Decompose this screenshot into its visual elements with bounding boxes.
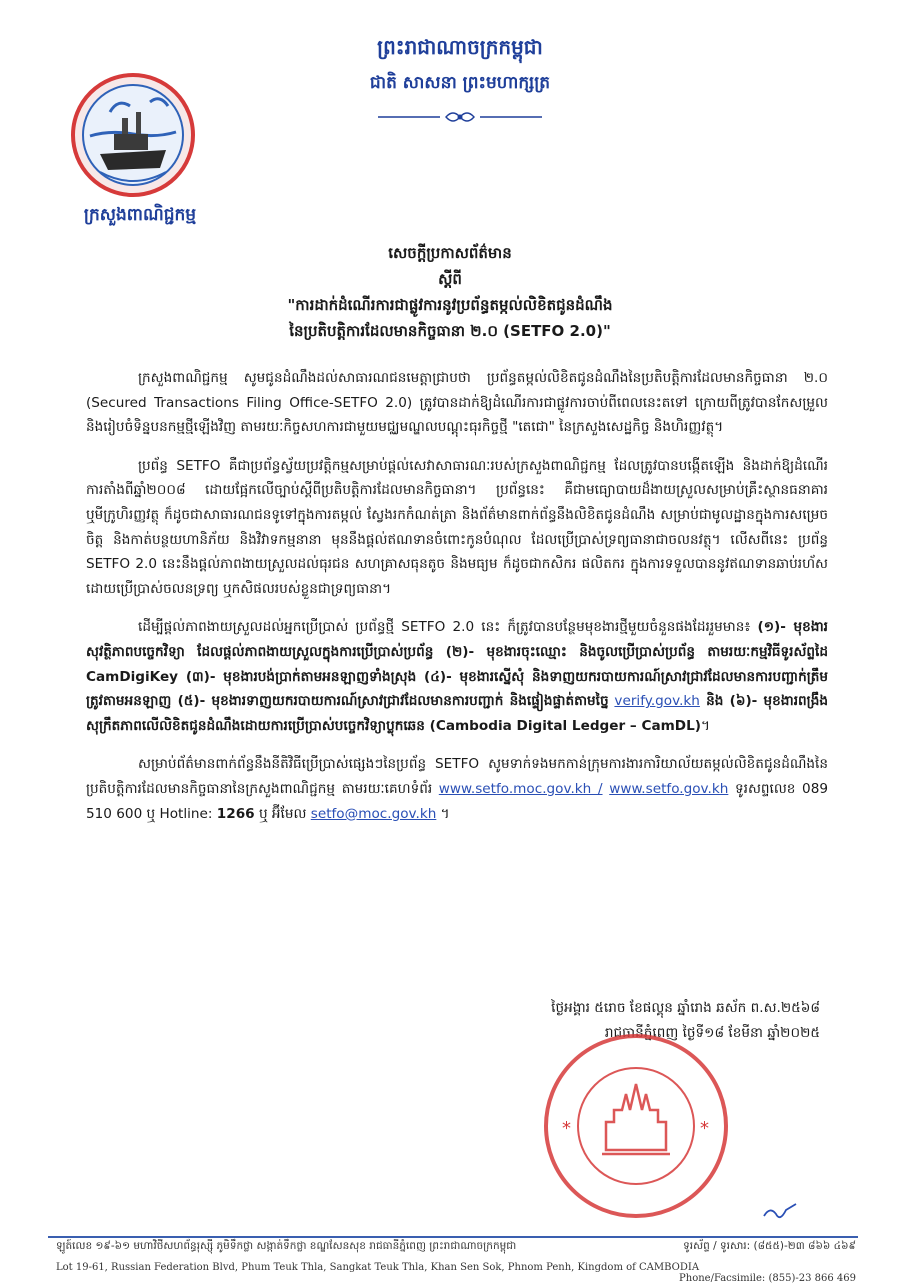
paragraph-4-end: ។ <box>436 805 450 822</box>
paragraph-4-intro: សម្រាប់ព័ត៌មានពាក់ព័ន្ធនឹងនីតិវិធីប្រើប្រាស់ផ្សេងៗនៃប្រព័ន្ធ SETFO សូមទាក់ទងមកកាន់ក្រុមការងារការិយាល័យតម្កល់លិខិតជូនដំណឹងនៃប្រតិបត្តិការដែលមានកិច្ចធានានៃក្រសួងពាណិជ្ជកម្ម តាមរយៈគេហទំព័រ <box>86 756 828 797</box>
verify-link[interactable]: verify.gov.kh <box>614 693 700 710</box>
footer-address-en: Lot 19-61, Russian Federation Blvd, Phum Teuk Thla, Sangkat Teuk Thla, Khan Sen Sok, Phnom Penh, Kingdom of CAMBODIA <box>56 1262 700 1273</box>
paragraph-2-text: ប្រព័ន្ធ SETFO គឺជាប្រព័ន្ធស្វ័យប្រវត្តិកម្មសម្រាប់ផ្តល់សេវាសាធារណៈរបស់ក្រសួងពាណិជ្ជកម្ម ដែលត្រូវបានបង្កើតឡើង និងដាក់ឱ្យដំណើរការតាំងពីឆ្នាំ២០០៨ ដោយផ្អែកលើច្បាប់ស្តីពីប្រតិបត្តិការដែលមានកិច្ចធានា។ ប្រព័ន្ធនេះ គឺជាមធ្យោបាយដ៏ងាយស្រួលសម្រាប់គ្រឹះស្ថានធនាគារ ឬមីក្រូហិរញ្ញវត្ថុ ក៏ដូចជាសាធារណជនទូទៅក្នុងការតម្កល់ ស្វែងរកកំណត់ត្រា និងព័ត៌មានពាក់ព័ន្ធនឹងលិខិតជូនដំណឹង សម្រាប់ជាមូលដ្ឋានក្នុងការសម្រេចចិត្ត និងកាត់បន្ថយហានិភ័យ និងវិវាទកម្មនានា មុននឹងផ្តល់ឥណទានចំពោះកូនបំណុល ដែលប្រើប្រាស់ទ្រព្យធានាជាចលនវត្ថុ។ លើសពីនេះ ប្រព័ន្ធ SETFO 2.0 នេះនឹងផ្តល់ភាពងាយស្រួលដល់ធុរជន សហគ្រាសធុនតូច និងមធ្យម ក៏ដូចជាកសិករ ផលិតករ ក្នុងការទទួលបាននូវឥណទានឆាប់រហ័ស ដោយប្រើប្រាស់ចលនទ្រព្យ ឬកសិផលរបស់ខ្លួនជាទ្រព្យធានា។ <box>86 457 828 597</box>
ministry-logo <box>70 72 196 198</box>
paragraph-3-end: ។ <box>700 717 710 734</box>
paragraph-2 <box>86 454 828 602</box>
svg-text:*: * <box>700 1118 709 1139</box>
paragraph-4-email-label: ឬ អ៊ីមែល <box>254 805 311 822</box>
footer-address-km: ឡូត៍លេខ ១៩-៦១ មហាវិថីសហព័ន្ធរុស្ស៊ី ភូមិទឹកថ្លា សង្កាត់ទឹកថ្លា ខណ្ឌសែនសុខ រាជធានីភ្នំពេញ ព្រះរាជាណាចក្រកម្ពុជា <box>56 1240 517 1252</box>
title-line-1: សេចក្តីប្រកាសព័ត៌មាន <box>388 244 512 262</box>
footer-phone-km: ទូរស័ព្ទ / ទូរសារ: (៨៥៥)-២៣ ៨៦៦ ៤៦៩ <box>683 1240 856 1252</box>
announcement-title <box>150 240 750 344</box>
title-line-3: "ការដាក់ដំណើរការជាផ្លូវការនូវប្រព័ន្ធតម្កល់លិខិតជូនដំណឹង <box>287 296 613 314</box>
kingdom-heading: ព្រះរាជាណាចក្រកម្ពុជា <box>377 35 543 59</box>
ministry-name: ក្រសួងពាណិជ្ជកម្ម <box>83 205 197 225</box>
paragraph-3 <box>86 615 828 738</box>
decorative-ornament <box>378 108 542 126</box>
setfo-gov-link[interactable]: www.setfo.gov.kh <box>609 780 729 797</box>
svg-text:*: * <box>562 1118 571 1139</box>
hotline-number: 1266 <box>216 805 255 822</box>
footer-khmer <box>56 1240 856 1255</box>
official-seal <box>540 1030 732 1222</box>
paragraph-3-features: (១)- មុខងារសុវត្ថិភាពបច្ចេកវិទ្យា ដែលផ្តល់ភាពងាយស្រួលក្នុងការប្រើប្រាស់ប្រព័ន្ធ (២)- មុខងារចុះឈ្មោះ និងចូលប្រើប្រាស់ប្រព័ន្ធ តាមរយៈកម្មវិធីទូរស័ព្ទដៃ CamDigiKey (៣)- មុខងារបង់ប្រាក់តាមអនឡាញទាំងស្រុង (៤)- មុខងារស្នើសុំ និងទាញយករបាយការណ៍ស្រាវជ្រាវដែលមានការបញ្ជាក់ត្រឹមត្រូវតាមអនឡាញ (៥)- មុខងារទាញយករបាយការណ៍ស្រាវជ្រាវដែលមានការបញ្ជាក់ និងផ្ទៀងផ្ទាត់តាមច្នៃ <box>86 619 828 710</box>
footer-phone-en: Phone/Facsimile: (855)-23 866 469 <box>679 1273 856 1284</box>
paragraph-1-text: ក្រសួងពាណិជ្ជកម្ម សូមជូនដំណឹងដល់សាធារណជនមេត្តាជ្រាបថា ប្រព័ន្ធតម្កល់លិខិតជូនដំណឹងនៃប្រតិបត្តិការដែលមានកិច្ចធានា ២.០ (Secured Transactions Filing Office-SETFO 2.0) ត្រូវបានដាក់ឱ្យដំណើរការជាផ្លូវការចាប់ពីពេលនេះតទៅ ក្រោយពីត្រូវបានកែសម្រួល និងរៀបចំទិន្នបនកម្មថ្មីឡើងវិញ តាមរយៈកិច្ចសហការជាមួយមជ្ឈមណ្ឌលបណ្តុះធុរកិច្ចថ្មី "តេជោ" នៃក្រសួងសេដ្ឋកិច្ច និងហិរញ្ញវត្ថុ។ <box>86 370 828 436</box>
footer-english <box>56 1262 856 1284</box>
paragraph-4 <box>86 752 828 826</box>
paragraph-3-intro: ដើម្បីផ្តល់ភាពងាយស្រួលដល់អ្នកប្រើប្រាស់ ប្រព័ន្ធថ្មី SETFO 2.0 នេះ ក៏ត្រូវបានបន្ថែមមុខងារថ្មីមួយចំនួនផងដែររួមមាន៖ <box>138 619 758 636</box>
paragraph-3-feature-6: (៦)- មុខងារពង្រឹងសុក្រឹតភាពលើលិខិតជូនដំណឹងដោយការប្រើប្រាស់បច្ចេកវិទ្យាប្លុកឆេន (Cambodia Digital Ledger – CamDL) <box>86 693 828 734</box>
email-link[interactable]: setfo@moc.gov.kh <box>310 805 437 822</box>
national-motto: ជាតិ សាសនា ព្រះមហាក្សត្រ <box>369 73 551 93</box>
solar-date: រាជធានីភ្នំពេញ ថ្ងៃទី១៨ ខែមីនា ឆ្នាំ២០២៥ <box>604 1025 820 1041</box>
paragraph-4-phone: ទូរសព្ទលេខ 089 510 600 ឬ Hotline: <box>86 780 829 822</box>
paragraph-1 <box>86 366 828 440</box>
title-line-4: នៃប្រតិបត្តិការដែលមានកិច្ចធានា ២.០ (SETFO 2.0)" <box>289 322 611 340</box>
footer-divider <box>48 1236 858 1238</box>
announcement-body <box>86 366 828 840</box>
setfo-moc-link[interactable]: www.setfo.moc.gov.kh / <box>438 780 603 797</box>
lunar-date: ថ្ងៃអង្គារ ៥រោច ខែផល្គុន ឆ្នាំរោង ឆស័ក ព.ស.២៥៦៨ <box>551 1000 820 1016</box>
title-line-2: ស្តីពី <box>438 270 462 288</box>
signature-mark <box>760 1200 800 1224</box>
paragraph-3-and: និង <box>699 693 730 710</box>
